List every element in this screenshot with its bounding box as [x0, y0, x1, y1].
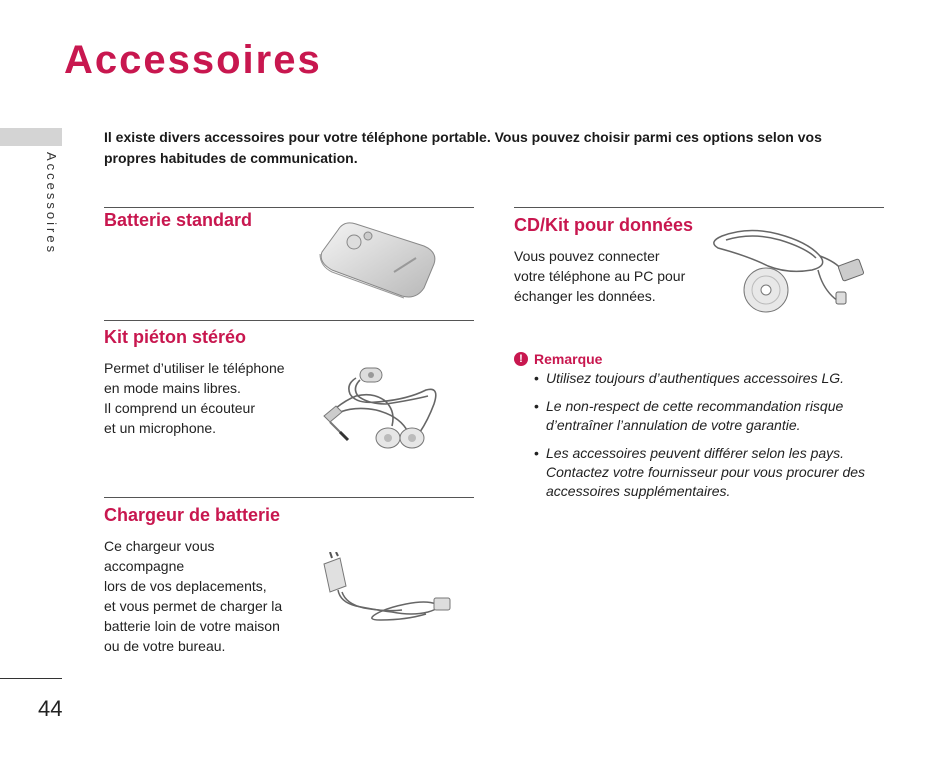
note-item: • Le non-respect de cette recommandation risque d’entraîner l’annulation de votre garantie. [534, 397, 874, 435]
text-line: Permet d’utiliser le téléphone [104, 360, 285, 376]
note-label: Remarque [534, 351, 603, 367]
cd-cable-icon [708, 226, 874, 314]
text-line: Vous pouvez connecter [514, 248, 660, 264]
page-title: Accessoires [64, 38, 322, 82]
battery-section-title: Batterie standard [104, 210, 253, 230]
section-divider [514, 207, 884, 208]
text-line: Ce chargeur vous [104, 538, 215, 554]
note-header [514, 351, 602, 367]
footer-rule [0, 678, 62, 679]
text-line: échanger les données. [514, 288, 656, 304]
cd-kit-section-title: CD/Kit pour données [514, 215, 693, 235]
charger-icon [316, 552, 456, 624]
text-line: en mode mains libres. [104, 380, 241, 396]
text-line: accompagne [104, 558, 185, 574]
section-divider [104, 320, 474, 321]
note-list [534, 369, 874, 510]
text-line: et un microphone. [104, 420, 217, 436]
side-chapter-label: Accessoires [44, 152, 59, 256]
note-item: • Les accessoires peuvent différer selon les pays. Contactez votre fournisseur pour vous procurer des accessoires supplémentaires. [534, 444, 874, 501]
exclamation-icon: ! [514, 352, 528, 366]
section-divider [104, 497, 474, 498]
text-line: votre téléphone au PC pour [514, 268, 686, 284]
note-item: • Utilisez toujours d’authentiques accessoires LG. [534, 369, 874, 388]
headset-icon [316, 360, 446, 460]
battery-icon [312, 222, 438, 300]
page-number: 44 [38, 696, 63, 721]
text-line: batterie loin de votre maison [104, 618, 280, 634]
text-line: lors de vos deplacements, [104, 578, 267, 594]
text-line: et vous permet de charger la [104, 598, 283, 614]
intro-paragraph: Il existe divers accessoires pour votre téléphone portable. Vous pouvez choisir parmi ces options selon vos propres habitudes de communication. [104, 129, 822, 166]
side-tab [0, 128, 62, 146]
headset-description [104, 358, 304, 438]
cd-kit-description [514, 246, 714, 306]
charger-description [104, 536, 304, 656]
charger-section-title: Chargeur de batterie [104, 505, 281, 525]
section-divider [104, 207, 474, 208]
text-line: ou de votre bureau. [104, 638, 226, 654]
text-line: Il comprend un écouteur [104, 400, 255, 416]
headset-section-title: Kit piéton stéréo [104, 327, 247, 347]
